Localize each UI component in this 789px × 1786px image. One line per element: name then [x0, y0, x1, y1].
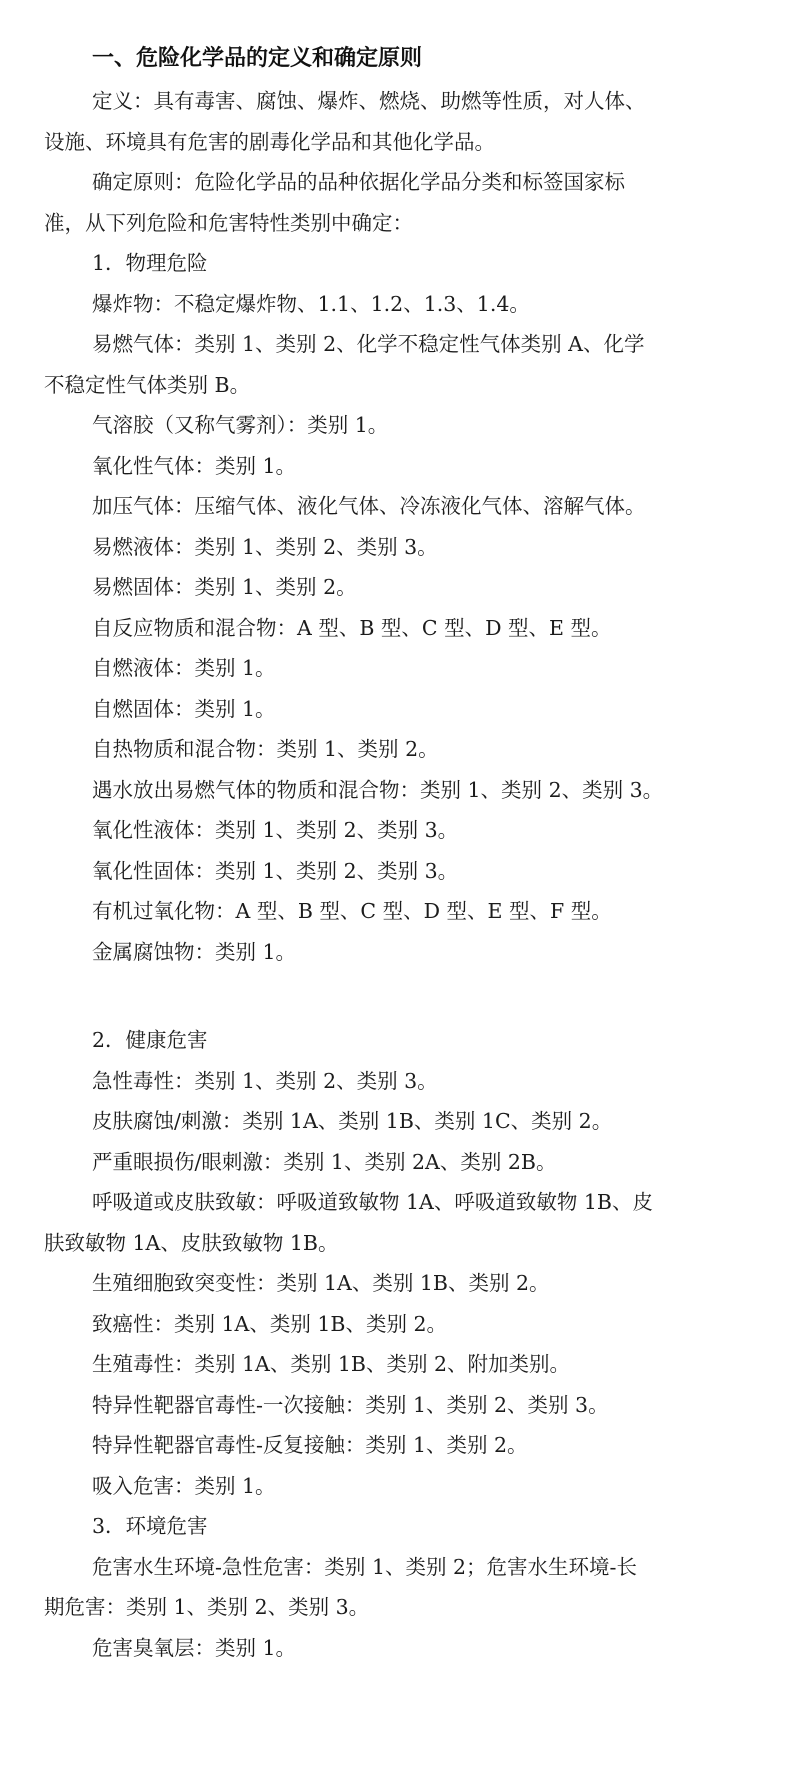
text-line: 易燃气体：类别 1、类别 2、化学不稳定性气体类别 A、化学 [92, 332, 645, 356]
text-line: 不稳定性气体类别 B。 [44, 373, 251, 397]
text-line: 自燃固体：类别 1。 [92, 697, 276, 721]
text-line: 定义：具有毒害、腐蚀、爆炸、燃烧、助燃等性质，对人体、 [92, 89, 646, 113]
text-line: 爆炸物：不稳定爆炸物、1.1、1.2、1.3、1.4。 [92, 292, 530, 316]
text-line: 准，从下列危险和危害特性类别中确定： [44, 211, 413, 235]
text-line: 自燃液体：类别 1。 [92, 656, 276, 680]
text-line: 危害水生环境-急性危害：类别 1、类别 2；危害水生环境-长 [92, 1555, 637, 1579]
text-line: 自热物质和混合物：类别 1、类别 2。 [92, 737, 439, 761]
section-heading: 一、危险化学品的定义和确定原则 [92, 46, 423, 71]
text-line: 确定原则：危险化学品的品种依据化学品分类和标签国家标 [92, 170, 625, 194]
text-line: 急性毒性：类别 1、类别 2、类别 3。 [92, 1069, 438, 1093]
text-line: 易燃液体：类别 1、类别 2、类别 3。 [92, 535, 438, 559]
text-line: 肤致敏物 1A、皮肤致敏物 1B。 [44, 1231, 339, 1255]
text-line: 1．物理危险 [92, 251, 208, 275]
text-line: 特异性靶器官毒性-反复接触：类别 1、类别 2。 [92, 1433, 528, 1457]
text-line: 易燃固体：类别 1、类别 2。 [92, 575, 357, 599]
text-line: 期危害：类别 1、类别 2、类别 3。 [44, 1595, 370, 1619]
text-line: 加压气体：压缩气体、液化气体、冷冻液化气体、溶解气体。 [92, 494, 646, 518]
text-line: 遇水放出易燃气体的物质和混合物：类别 1、类别 2、类别 3。 [92, 778, 664, 802]
text-line: 氧化性气体：类别 1。 [92, 454, 297, 478]
text-line: 设施、环境具有危害的剧毒化学品和其他化学品。 [44, 130, 495, 154]
text-line: 特异性靶器官毒性-一次接触：类别 1、类别 2、类别 3。 [92, 1393, 609, 1417]
text-line: 危害臭氧层：类别 1。 [92, 1636, 297, 1660]
text-line: 严重眼损伤/眼刺激：类别 1、类别 2A、类别 2B。 [92, 1150, 557, 1174]
text-line: 金属腐蚀物：类别 1。 [92, 940, 297, 964]
text-line: 呼吸道或皮肤致敏：呼吸道致敏物 1A、呼吸道致敏物 1B、皮 [92, 1190, 653, 1214]
text-line: 有机过氧化物：A 型、B 型、C 型、D 型、E 型、F 型。 [92, 899, 612, 923]
text-line: 氧化性固体：类别 1、类别 2、类别 3。 [92, 859, 459, 883]
text-line: 皮肤腐蚀/刺激：类别 1A、类别 1B、类别 1C、类别 2。 [92, 1109, 613, 1133]
text-line: 氧化性液体：类别 1、类别 2、类别 3。 [92, 818, 459, 842]
text-line: 3．环境危害 [92, 1514, 208, 1538]
text-line: 气溶胶（又称气雾剂）：类别 1。 [92, 413, 389, 437]
text-line: 生殖细胞致突变性：类别 1A、类别 1B、类别 2。 [92, 1271, 550, 1295]
text-line: 自反应物质和混合物：A 型、B 型、C 型、D 型、E 型。 [92, 616, 612, 640]
text-line: 致癌性：类别 1A、类别 1B、类别 2。 [92, 1312, 448, 1336]
text-line: 生殖毒性：类别 1A、类别 1B、类别 2、附加类别。 [92, 1352, 571, 1376]
text-line: 2．健康危害 [92, 1028, 208, 1052]
text-line: 吸入危害：类别 1。 [92, 1474, 276, 1498]
